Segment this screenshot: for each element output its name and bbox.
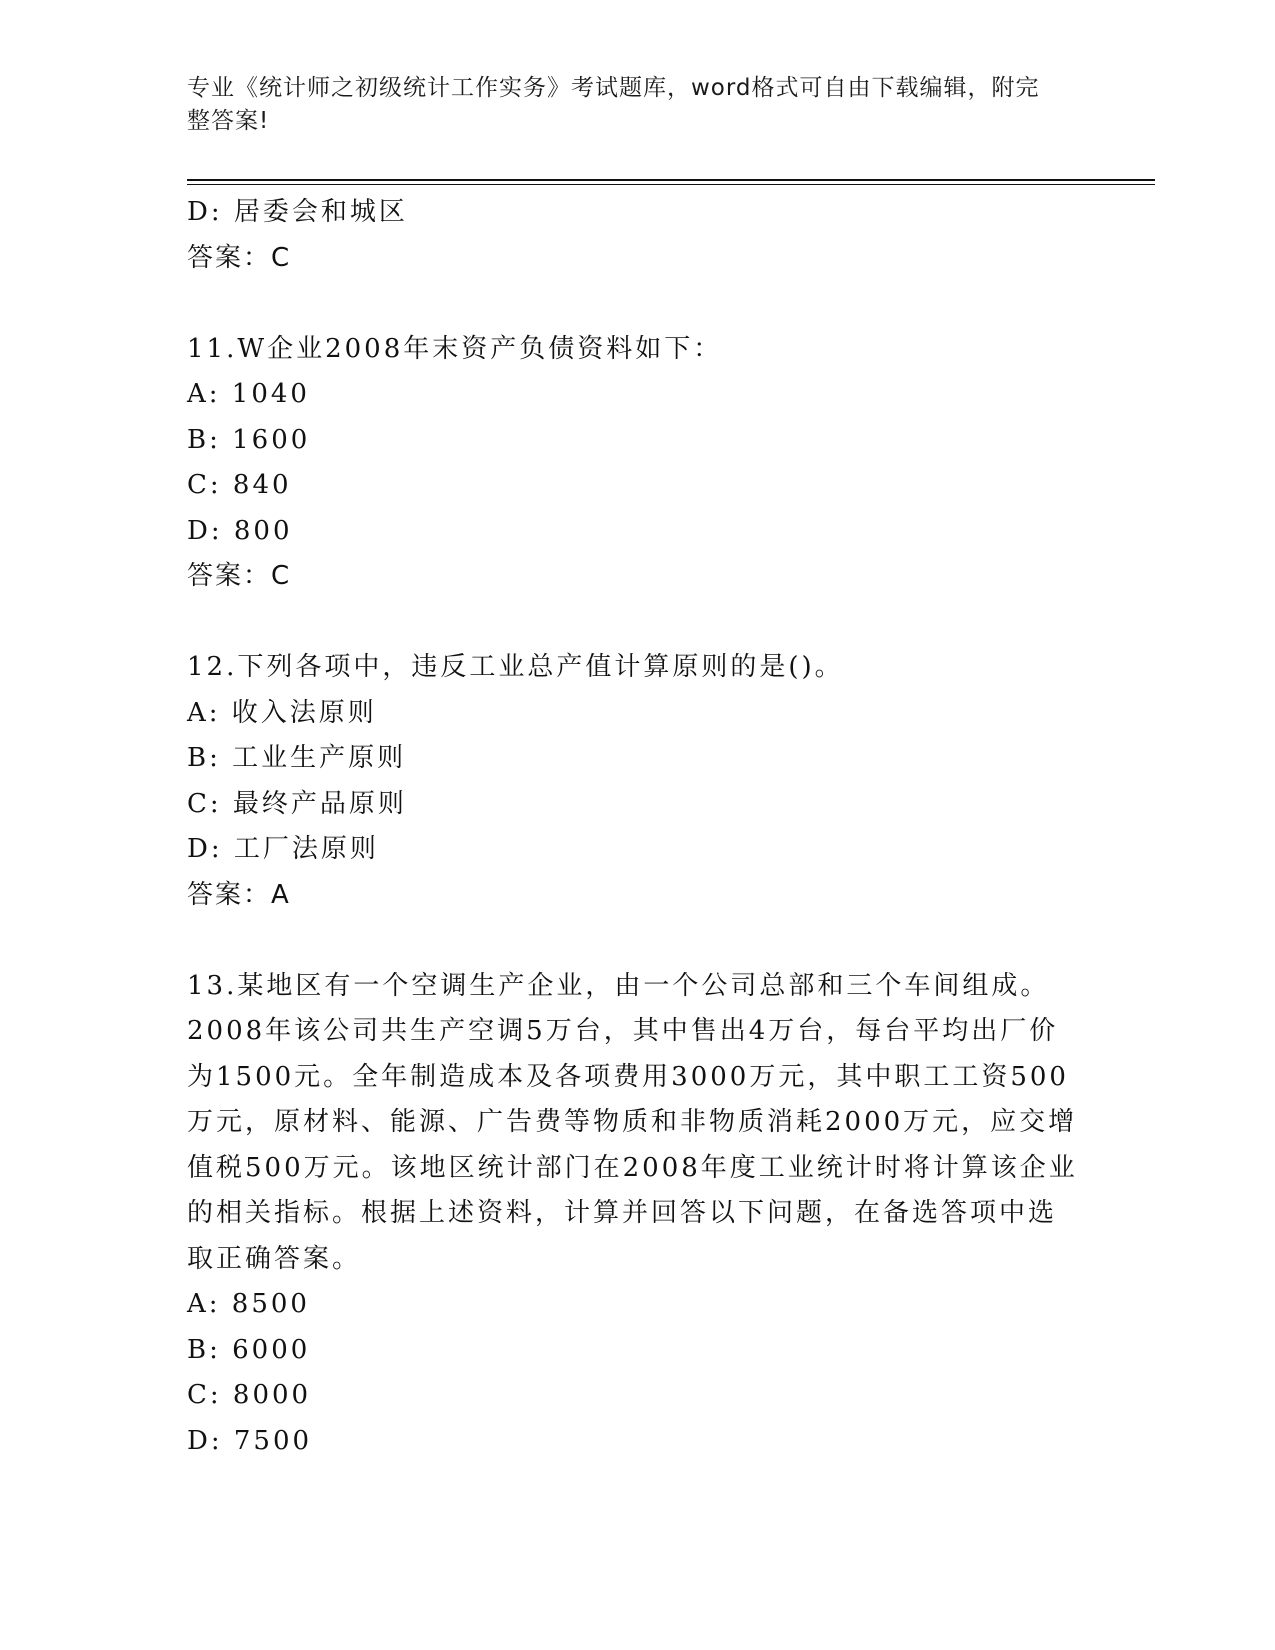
question-text xyxy=(187,964,1078,1283)
option-c: C: 8000 xyxy=(187,1380,312,1410)
question-text-line: 取正确答案。 xyxy=(187,1243,362,1274)
option-c: C: 840 xyxy=(187,470,292,500)
option-b: B: 6000 xyxy=(187,1334,311,1365)
header-line-1: 专业《统计师之初级统计工作实务》考试题库，word格式可自由下载编辑，附完 xyxy=(187,75,1040,101)
document-header xyxy=(187,72,1087,138)
option-b: B: 1600 xyxy=(187,424,311,455)
option-d: D: 工厂法原则 xyxy=(187,834,379,864)
question-text-line: 万元，原材料、能源、广告费等物质和非物质消耗2000万元，应交增 xyxy=(187,1107,1078,1137)
option-d: D: 7500 xyxy=(187,1425,313,1456)
question-text-line: 为1500元。全年制造成本及各项费用3000万元，其中职工工资500 xyxy=(187,1061,1069,1092)
question-text-line: 13.某地区有一个空调生产企业，由一个公司总部和三个车间组成。 xyxy=(187,970,1050,1001)
option-a: A: 1040 xyxy=(187,379,310,409)
option-a: A: 8500 xyxy=(187,1289,310,1319)
question-12 xyxy=(187,645,1087,918)
question-text-line: 2008年该公司共生产空调5万台，其中售出4万台，每台平均出厂价 xyxy=(187,1016,1059,1046)
header-divider-thin xyxy=(187,184,1155,185)
option-b: B: 工业生产原则 xyxy=(187,743,407,773)
question-11 xyxy=(187,327,1087,600)
answer-line: 答案：C xyxy=(187,242,292,273)
spacer xyxy=(187,918,1087,964)
question-13 xyxy=(187,964,1087,1465)
question-title: 11.W企业2008年末资产负债资料如下： xyxy=(187,333,723,364)
option-a: A: 收入法原则 xyxy=(187,697,377,728)
question-title: 12.下列各项中，违反工业总产值计算原则的是()。 xyxy=(187,652,844,682)
document-body xyxy=(187,190,1087,1464)
option-c: C: 最终产品原则 xyxy=(187,788,407,819)
option-d: D: 居委会和城区 xyxy=(187,197,408,227)
answer-line: 答案：C xyxy=(187,561,292,591)
question-text-line: 值税500万元。该地区统计部门在2008年度工业统计时将计算该企业 xyxy=(187,1152,1078,1183)
spacer xyxy=(187,600,1087,646)
question-10-tail xyxy=(187,190,1087,281)
spacer xyxy=(187,281,1087,327)
answer-line: 答案：A xyxy=(187,879,291,910)
header-line-2: 整答案! xyxy=(187,108,270,134)
question-text-line: 的相关指标。根据上述资料，计算并回答以下问题，在备选答项中选 xyxy=(187,1198,1058,1228)
header-divider-thick xyxy=(187,179,1155,181)
option-d: D: 800 xyxy=(187,515,293,546)
